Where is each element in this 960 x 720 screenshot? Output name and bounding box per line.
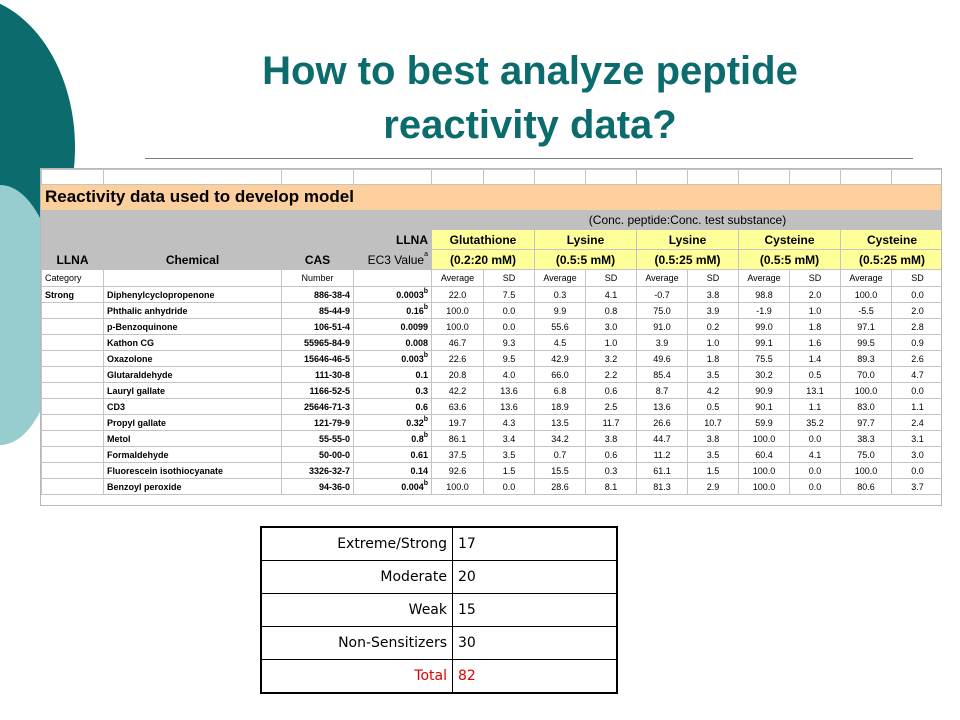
value-cell: 4.3 — [484, 415, 535, 431]
summary-total-value: 82 — [453, 660, 618, 694]
value-cell: 44.7 — [637, 431, 688, 447]
ec3-cell: 0.003$^b$ — [354, 351, 432, 367]
value-cell: 3.8 — [688, 431, 739, 447]
slide-title — [150, 44, 910, 152]
table-row — [42, 415, 943, 431]
value-cell: 89.3 — [841, 351, 892, 367]
value-cell: 100.0 — [841, 287, 892, 303]
value-cell: 0.0 — [892, 287, 943, 303]
value-cell: 0.3 — [535, 287, 586, 303]
value-cell: 11.7 — [586, 415, 637, 431]
value-cell: -5.5 — [841, 303, 892, 319]
value-cell: 19.7 — [432, 415, 484, 431]
category-cell — [42, 335, 104, 351]
value-cell: 9.9 — [535, 303, 586, 319]
value-cell: 0.5 — [688, 399, 739, 415]
chemical-cell: Metol — [104, 431, 282, 447]
table-row — [42, 287, 943, 303]
value-cell: 1.1 — [790, 399, 841, 415]
cas-cell: 15646-46-5 — [282, 351, 354, 367]
value-cell: 92.6 — [432, 463, 484, 479]
category-cell — [42, 479, 104, 495]
value-cell: 2.8 — [892, 319, 943, 335]
value-cell: 1.0 — [586, 335, 637, 351]
chemical-cell: CD3 — [104, 399, 282, 415]
value-cell: 4.1 — [790, 447, 841, 463]
value-cell: 0.0 — [790, 463, 841, 479]
value-cell: 0.0 — [790, 479, 841, 495]
table-row — [42, 367, 943, 383]
chemical-cell: Formaldehyde — [104, 447, 282, 463]
value-cell: 100.0 — [841, 463, 892, 479]
cas-cell: 106-51-4 — [282, 319, 354, 335]
value-cell: 2.0 — [892, 303, 943, 319]
value-cell: 85.4 — [637, 367, 688, 383]
value-cell: 1.4 — [790, 351, 841, 367]
value-cell: 30.2 — [739, 367, 790, 383]
chemical-cell: Glutaraldehyde — [104, 367, 282, 383]
col-chemical: Chemical — [104, 250, 282, 270]
summary-row — [261, 627, 617, 660]
value-cell: 1.0 — [688, 335, 739, 351]
category-cell — [42, 303, 104, 319]
col-llna2: LLNA — [354, 230, 432, 250]
value-cell: 20.8 — [432, 367, 484, 383]
value-cell: 75.0 — [637, 303, 688, 319]
chemical-cell: Propyl gallate — [104, 415, 282, 431]
value-cell: 38.3 — [841, 431, 892, 447]
value-cell: 34.2 — [535, 431, 586, 447]
value-cell: 1.1 — [892, 399, 943, 415]
summary-value: 17 — [453, 527, 618, 561]
ec3-cell: 0.1 — [354, 367, 432, 383]
stat-average-header: Average — [432, 270, 484, 287]
value-cell: 28.6 — [535, 479, 586, 495]
category-cell — [42, 431, 104, 447]
value-cell: 6.8 — [535, 383, 586, 399]
ec3-cell: 0.008 — [354, 335, 432, 351]
value-cell: 22.6 — [432, 351, 484, 367]
cas-cell: 94-36-0 — [282, 479, 354, 495]
col-ec3: EC3 Value$^a$ — [354, 250, 432, 270]
value-cell: 1.5 — [484, 463, 535, 479]
value-cell: 26.6 — [637, 415, 688, 431]
chemical-cell: Diphenylcyclopropenone — [104, 287, 282, 303]
value-cell: 2.9 — [688, 479, 739, 495]
table-row — [42, 335, 943, 351]
value-cell: -1.9 — [739, 303, 790, 319]
value-cell: 59.9 — [739, 415, 790, 431]
value-cell: 70.0 — [841, 367, 892, 383]
chemical-cell: p-Benzoquinone — [104, 319, 282, 335]
value-cell: 100.0 — [739, 431, 790, 447]
stat-average-header: Average — [637, 270, 688, 287]
category-cell — [42, 351, 104, 367]
conc-note: (Conc. peptide:Conc. test substance) — [432, 210, 943, 230]
value-cell: 0.6 — [586, 447, 637, 463]
category-cell — [42, 447, 104, 463]
summary-row — [261, 561, 617, 594]
value-cell: 0.0 — [790, 431, 841, 447]
stat-average-header: Average — [739, 270, 790, 287]
value-cell: 63.6 — [432, 399, 484, 415]
chemical-cell: Oxazolone — [104, 351, 282, 367]
value-cell: 100.0 — [432, 303, 484, 319]
value-cell: 3.5 — [688, 367, 739, 383]
value-cell: 100.0 — [841, 383, 892, 399]
value-cell: 13.6 — [637, 399, 688, 415]
value-cell: 0.8 — [586, 303, 637, 319]
summary-row — [261, 594, 617, 627]
summary-label: Non-Sensitizers — [261, 627, 453, 660]
ec3-cell: 0.32$^b$ — [354, 415, 432, 431]
peptide-name: Cysteine — [739, 230, 841, 250]
value-cell: 46.7 — [432, 335, 484, 351]
ec3-cell: 0.8$^b$ — [354, 431, 432, 447]
value-cell: 100.0 — [432, 319, 484, 335]
stat-sd-header: SD — [892, 270, 943, 287]
table-row — [42, 479, 943, 495]
value-cell: 97.1 — [841, 319, 892, 335]
ec3-cell: 0.14 — [354, 463, 432, 479]
stat-sd-header: SD — [790, 270, 841, 287]
chemical-cell: Fluorescein isothiocyanate — [104, 463, 282, 479]
value-cell: 3.0 — [892, 447, 943, 463]
value-cell: 10.7 — [688, 415, 739, 431]
value-cell: 90.1 — [739, 399, 790, 415]
summary-value: 30 — [453, 627, 618, 660]
value-cell: 4.7 — [892, 367, 943, 383]
value-cell: 97.7 — [841, 415, 892, 431]
value-cell: 35.2 — [790, 415, 841, 431]
summary-total-row — [261, 660, 617, 694]
summary-total-label: Total — [261, 660, 453, 694]
stat-sd-header: SD — [484, 270, 535, 287]
value-cell: 86.1 — [432, 431, 484, 447]
value-cell: 90.9 — [739, 383, 790, 399]
peptide-name: Lysine — [637, 230, 739, 250]
value-cell: 3.8 — [586, 431, 637, 447]
chemical-cell: Phthalic anhydride — [104, 303, 282, 319]
value-cell: 75.0 — [841, 447, 892, 463]
chemical-cell: Lauryl gallate — [104, 383, 282, 399]
cas-cell: 25646-71-3 — [282, 399, 354, 415]
value-cell: 0.0 — [484, 303, 535, 319]
value-cell: 0.3 — [586, 463, 637, 479]
summary-row — [261, 527, 617, 561]
value-cell: 91.0 — [637, 319, 688, 335]
summary-table — [260, 526, 618, 694]
value-cell: 8.7 — [637, 383, 688, 399]
summary-label: Moderate — [261, 561, 453, 594]
summary-value: 15 — [453, 594, 618, 627]
value-cell: 4.2 — [688, 383, 739, 399]
value-cell: 13.6 — [484, 383, 535, 399]
value-cell: 8.1 — [586, 479, 637, 495]
value-cell: 98.8 — [739, 287, 790, 303]
ec3-cell: 0.0003$^b$ — [354, 287, 432, 303]
value-cell: 4.1 — [586, 287, 637, 303]
value-cell: 0.5 — [790, 367, 841, 383]
value-cell: 13.5 — [535, 415, 586, 431]
value-cell: -0.7 — [637, 287, 688, 303]
stat-sd-header: SD — [586, 270, 637, 287]
summary-value: 20 — [453, 561, 618, 594]
col-llna: LLNA — [42, 250, 104, 270]
table-row — [42, 463, 943, 479]
value-cell: 55.6 — [535, 319, 586, 335]
value-cell: 60.4 — [739, 447, 790, 463]
stat-sd-header: SD — [688, 270, 739, 287]
value-cell: 0.0 — [892, 463, 943, 479]
cas-cell: 55965-84-9 — [282, 335, 354, 351]
col-number: Number — [282, 270, 354, 287]
cas-cell: 121-79-9 — [282, 415, 354, 431]
value-cell: 15.5 — [535, 463, 586, 479]
value-cell: 3.1 — [892, 431, 943, 447]
col-cas: CAS — [282, 250, 354, 270]
cas-cell: 886-38-4 — [282, 287, 354, 303]
value-cell: 100.0 — [739, 479, 790, 495]
cas-cell: 50-00-0 — [282, 447, 354, 463]
table-row — [42, 431, 943, 447]
stat-average-header: Average — [535, 270, 586, 287]
value-cell: 3.9 — [688, 303, 739, 319]
value-cell: 3.5 — [484, 447, 535, 463]
ec3-cell: 0.3 — [354, 383, 432, 399]
peptide-conc: (0.5:25 mM) — [637, 250, 739, 270]
value-cell: 3.2 — [586, 351, 637, 367]
cas-cell: 111-30-8 — [282, 367, 354, 383]
value-cell: 0.0 — [484, 319, 535, 335]
value-cell: 100.0 — [739, 463, 790, 479]
category-cell — [42, 383, 104, 399]
chemical-cell: Benzoyl peroxide — [104, 479, 282, 495]
value-cell: 0.0 — [892, 383, 943, 399]
value-cell: 81.3 — [637, 479, 688, 495]
category-cell: Strong — [42, 287, 104, 303]
value-cell: 9.3 — [484, 335, 535, 351]
cas-cell: 85-44-9 — [282, 303, 354, 319]
slide-title-line1: How to best analyze peptide — [262, 49, 798, 93]
peptide-conc: (0.2:20 mM) — [432, 250, 535, 270]
value-cell: 2.4 — [892, 415, 943, 431]
value-cell: 3.5 — [688, 447, 739, 463]
value-cell: 18.9 — [535, 399, 586, 415]
table-row — [42, 319, 943, 335]
value-cell: 22.0 — [432, 287, 484, 303]
value-cell: 42.2 — [432, 383, 484, 399]
value-cell: 99.1 — [739, 335, 790, 351]
value-cell: 61.1 — [637, 463, 688, 479]
peptide-conc: (0.5:5 mM) — [739, 250, 841, 270]
peptide-name: Cysteine — [841, 230, 943, 250]
value-cell: 100.0 — [432, 479, 484, 495]
stat-average-header: Average — [841, 270, 892, 287]
value-cell: 0.0 — [484, 479, 535, 495]
value-cell: 42.9 — [535, 351, 586, 367]
value-cell: 0.7 — [535, 447, 586, 463]
value-cell: 2.2 — [586, 367, 637, 383]
peptide-name: Glutathione — [432, 230, 535, 250]
value-cell: 0.2 — [688, 319, 739, 335]
value-cell: 2.0 — [790, 287, 841, 303]
value-cell: 11.2 — [637, 447, 688, 463]
value-cell: 1.0 — [790, 303, 841, 319]
col-category: Category — [42, 270, 104, 287]
value-cell: 1.8 — [688, 351, 739, 367]
value-cell: 3.4 — [484, 431, 535, 447]
value-cell: 99.5 — [841, 335, 892, 351]
value-cell: 1.5 — [688, 463, 739, 479]
table-row — [42, 383, 943, 399]
ec3-cell: 0.0099 — [354, 319, 432, 335]
value-cell: 0.6 — [586, 383, 637, 399]
category-cell — [42, 463, 104, 479]
value-cell: 80.6 — [841, 479, 892, 495]
value-cell: 99.0 — [739, 319, 790, 335]
value-cell: 9.5 — [484, 351, 535, 367]
category-cell — [42, 399, 104, 415]
value-cell: 7.5 — [484, 287, 535, 303]
category-cell — [42, 319, 104, 335]
cas-cell: 1166-52-5 — [282, 383, 354, 399]
value-cell: 3.8 — [688, 287, 739, 303]
value-cell: 13.6 — [484, 399, 535, 415]
peptide-conc: (0.5:5 mM) — [535, 250, 637, 270]
title-divider — [145, 158, 913, 159]
value-cell: 13.1 — [790, 383, 841, 399]
value-cell: 2.6 — [892, 351, 943, 367]
value-cell: 2.5 — [586, 399, 637, 415]
peptide-name: Lysine — [535, 230, 637, 250]
table-row — [42, 447, 943, 463]
value-cell: 75.5 — [739, 351, 790, 367]
value-cell: 66.0 — [535, 367, 586, 383]
ec3-cell: 0.6 — [354, 399, 432, 415]
value-cell: 37.5 — [432, 447, 484, 463]
cas-cell: 3326-32-7 — [282, 463, 354, 479]
value-cell: 4.0 — [484, 367, 535, 383]
value-cell: 3.9 — [637, 335, 688, 351]
table-row — [42, 303, 943, 319]
slide-title-line2: reactivity data? — [383, 103, 677, 147]
spreadsheet-image — [40, 168, 942, 506]
chemical-cell: Kathon CG — [104, 335, 282, 351]
value-cell: 1.6 — [790, 335, 841, 351]
table-row — [42, 399, 943, 415]
ec3-cell: 0.004$^b$ — [354, 479, 432, 495]
ec3-cell: 0.16$^b$ — [354, 303, 432, 319]
table-row — [42, 351, 943, 367]
peptide-conc: (0.5:25 mM) — [841, 250, 943, 270]
category-cell — [42, 415, 104, 431]
ec3-cell: 0.61 — [354, 447, 432, 463]
value-cell: 4.5 — [535, 335, 586, 351]
summary-label: Extreme/Strong — [261, 527, 453, 561]
sheet-heading: Reactivity data used to develop model — [42, 185, 943, 210]
value-cell: 1.8 — [790, 319, 841, 335]
cas-cell: 55-55-0 — [282, 431, 354, 447]
reactivity-table — [41, 169, 942, 495]
value-cell: 3.0 — [586, 319, 637, 335]
summary-label: Weak — [261, 594, 453, 627]
value-cell: 83.0 — [841, 399, 892, 415]
value-cell: 49.6 — [637, 351, 688, 367]
value-cell: 3.7 — [892, 479, 943, 495]
category-cell — [42, 367, 104, 383]
value-cell: 0.9 — [892, 335, 943, 351]
